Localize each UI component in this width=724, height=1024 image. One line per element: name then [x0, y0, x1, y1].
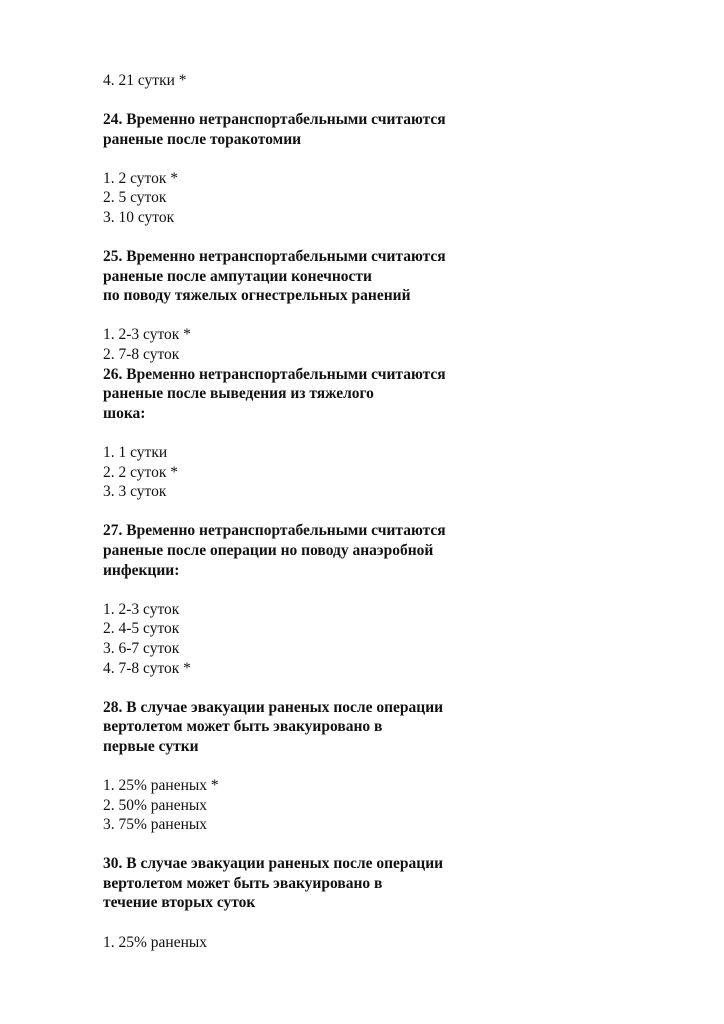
- question-line: первые сутки: [103, 738, 199, 755]
- question-line: раненые после выведения из тяжелого: [103, 385, 374, 402]
- question-line: течение вторых суток: [103, 894, 256, 911]
- answer-line: 3. 75% раненых: [103, 816, 208, 833]
- question-line: инфекции:: [103, 562, 180, 579]
- answer-line: 3. 10 суток: [103, 209, 175, 226]
- answer-line: 1. 2-3 суток: [103, 601, 180, 618]
- question-line: 26. Временно нетранспортабельными считаются: [103, 366, 446, 383]
- answer-line: 2. 7-8 суток: [103, 346, 180, 363]
- question-line: 30. В случае эвакуации раненых после операции: [103, 855, 444, 872]
- answer-line: 4. 21 сутки *: [103, 72, 187, 89]
- question-line: раненые после торакотомии: [103, 131, 302, 148]
- question-line: 25. Временно нетранспортабельными считаются: [103, 248, 446, 265]
- answer-line: 1. 2-3 суток *: [103, 326, 191, 343]
- question-line: 28. В случае эвакуации раненых после операции: [103, 699, 444, 716]
- answer-line: 1. 2 суток *: [103, 170, 179, 187]
- question-line: раненые после операции но поводу анаэробной: [103, 542, 434, 559]
- answer-line: 4. 7-8 суток *: [103, 660, 191, 677]
- answer-line: 2. 5 суток: [103, 189, 167, 206]
- answer-line: 1. 1 сутки: [103, 444, 168, 461]
- answer-line: 2. 2 суток *: [103, 464, 179, 481]
- question-line: вертолетом может быть эвакуировано в: [103, 875, 383, 892]
- answer-line: 1. 25% раненых *: [103, 777, 219, 794]
- answer-line: 2. 50% раненых: [103, 797, 208, 814]
- question-line: шока:: [103, 405, 146, 422]
- question-line: 27. Временно нетранспортабельными считаются: [103, 522, 446, 539]
- answer-line: 3. 6-7 суток: [103, 640, 180, 657]
- answer-line: 3. 3 суток: [103, 483, 167, 500]
- question-line: раненые после ампутации конечности: [103, 268, 372, 285]
- question-line: по поводу тяжелых огнестрельных ранений: [103, 287, 411, 304]
- answer-line: 2. 4-5 суток: [103, 620, 180, 637]
- question-line: 24. Временно нетранспортабельными считаются: [103, 111, 446, 128]
- answer-line: 1. 25% раненых: [103, 934, 208, 951]
- question-line: вертолетом может быть эвакуировано в: [103, 718, 383, 735]
